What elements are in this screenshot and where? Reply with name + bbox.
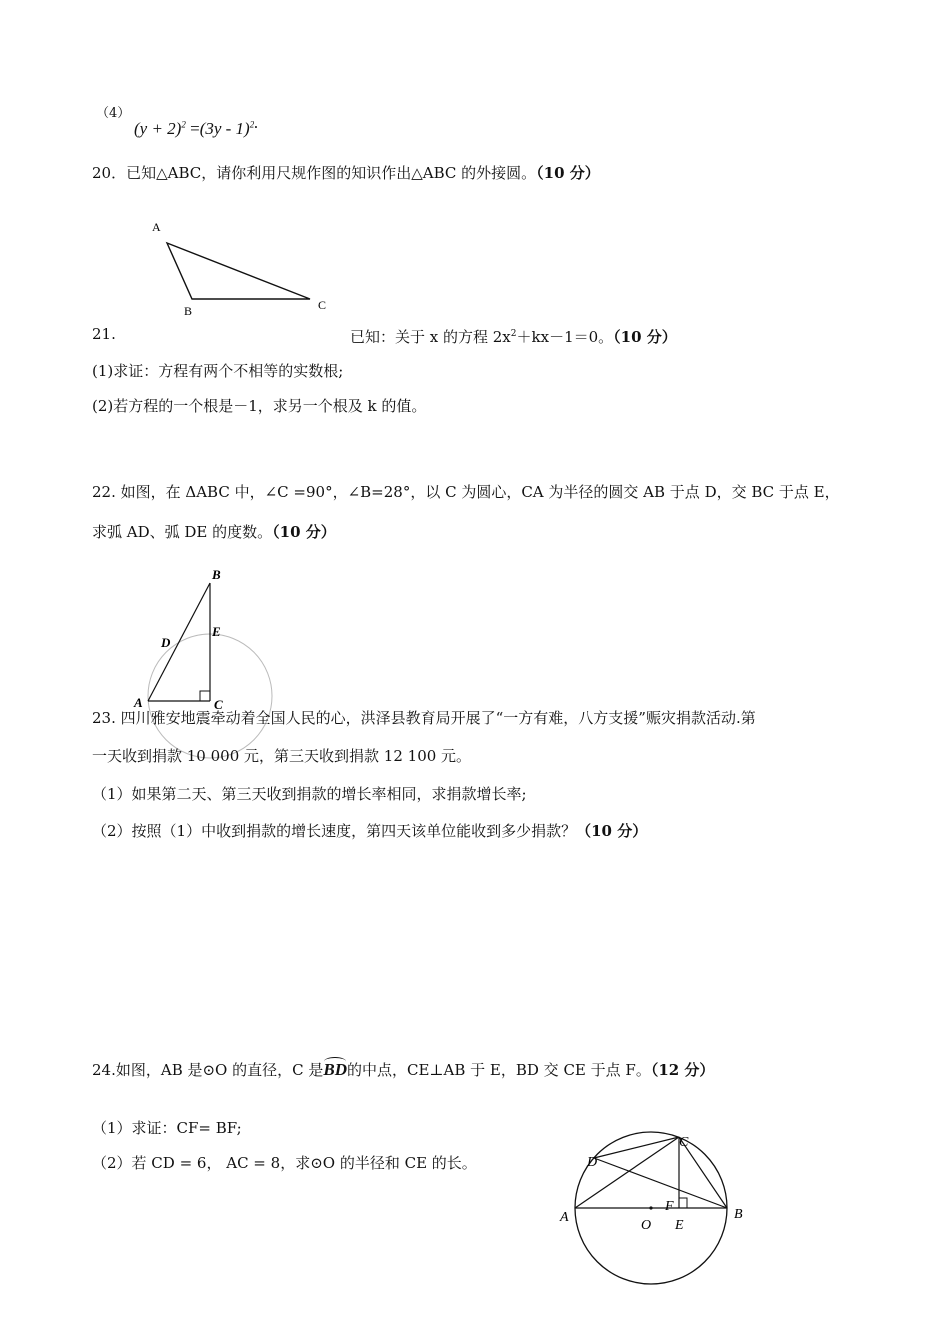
q19-part4-equation xyxy=(134,113,258,139)
q24-label-o: O xyxy=(641,1218,652,1233)
q20-triangle-figure xyxy=(140,215,340,325)
equation-exp2: 2 xyxy=(249,119,255,130)
triangle-abc xyxy=(167,243,310,299)
q23-line2: 一天收到捐款 10 000 元，第三天收到捐款 12 100 元。 xyxy=(92,747,472,765)
arc-bd-label: BD xyxy=(323,1060,347,1079)
equation-rhs: (3y - 1) xyxy=(199,119,250,138)
q22-label-a: A xyxy=(134,695,143,710)
q23-part2 xyxy=(92,821,647,841)
q24-part2: （2）若 CD = 6， AC = 8，求⊙O 的半径和 CE 的长。 xyxy=(92,1154,477,1172)
q20-label-a: A xyxy=(152,220,161,234)
q19-part4-number: （4） xyxy=(96,106,131,121)
q21-text-pre: 已知：关于 x 的方程 2x xyxy=(350,328,511,346)
q24-text-pre: 24.如图，AB 是⊙O 的直径，C 是 xyxy=(92,1061,324,1079)
q21-part1: (1)求证：方程有两个不相等的实数根; xyxy=(92,362,344,380)
q21-sup: 2 xyxy=(510,329,517,339)
segment-ab xyxy=(148,583,210,701)
segment-dc xyxy=(594,1137,679,1158)
q24-label-b: B xyxy=(734,1207,743,1222)
q22-line2 xyxy=(92,522,336,542)
segment-ac xyxy=(575,1137,679,1208)
q24-part1: （1）求证：CF= BF; xyxy=(92,1119,242,1137)
q20-text: 20．已知△ABC，请你利用尺规作图的知识作出△ABC 的外接圆。 xyxy=(92,164,537,182)
q21-number: 21. xyxy=(92,325,116,343)
q19-part4 xyxy=(96,104,130,126)
q22-label-d: D xyxy=(161,635,171,650)
q20-label-b: B xyxy=(184,304,193,318)
q24-label-e: E xyxy=(675,1218,684,1233)
q22-line1: 22. 如图，在 ΔABC 中，∠C =90°，∠B=28°，以 C 为圆心，CA 为半径的圆交 AB 于点 D，交 BC 于点 E， xyxy=(92,483,840,501)
q20-label-c: C xyxy=(318,298,327,312)
q24-score: （12 分） xyxy=(650,1061,715,1079)
equation-lhs: (y + 2) xyxy=(134,119,182,138)
q24-text-post: 的中点，CE⊥AB 于 E，BD 交 CE 于点 F。 xyxy=(346,1061,651,1079)
q24-label-f: F xyxy=(665,1199,674,1214)
q23-part2-text: （2）按照（1）中收到捐款的增长速度，第四天该单位能收到多少捐款？ xyxy=(92,822,577,840)
q24-label-c: C xyxy=(679,1135,689,1150)
q24-figure xyxy=(555,1130,755,1290)
q23-line1: 23. 四川雅安地震牵动着全国人民的心，洪泽县教育局开展了“一方有难，八方支援”赈灾捐款活动.第 xyxy=(92,709,756,727)
arc-bd xyxy=(323,1060,347,1080)
q21-text-post: ＋kx－1＝0。 xyxy=(516,328,614,346)
q21-question xyxy=(350,324,677,347)
equation-exp1: 2 xyxy=(181,119,186,130)
center-point xyxy=(649,1206,652,1209)
q23-part1: （1）如果第二天、第三天收到捐款的增长率相同，求捐款增长率; xyxy=(92,785,527,803)
q22-score: （10 分） xyxy=(272,523,336,541)
q21-score: （10 分） xyxy=(613,328,677,346)
q20-question xyxy=(92,163,600,183)
segment-db xyxy=(594,1158,727,1208)
q22-text: 求弧 AD、弧 DE 的度数。 xyxy=(92,523,273,541)
q21-part2: (2)若方程的一个根是－1，求另一个根及 k 的值。 xyxy=(92,397,427,415)
q23-score: （10 分） xyxy=(576,822,648,840)
q22-label-b: B xyxy=(212,567,221,582)
q22-label-c: C xyxy=(214,697,223,712)
q20-score: （10 分） xyxy=(536,164,600,182)
q22-figure xyxy=(128,565,288,725)
q24-label-d: D xyxy=(587,1155,598,1170)
equation-end: . xyxy=(254,113,259,132)
right-angle-mark xyxy=(200,691,210,701)
arc-bd-mark xyxy=(324,1057,346,1066)
q22-label-e: E xyxy=(212,624,221,639)
q24-label-a: A xyxy=(560,1210,569,1225)
equation-eq: = xyxy=(190,119,200,138)
right-angle-mark xyxy=(679,1198,687,1208)
q24-question xyxy=(92,1060,714,1080)
